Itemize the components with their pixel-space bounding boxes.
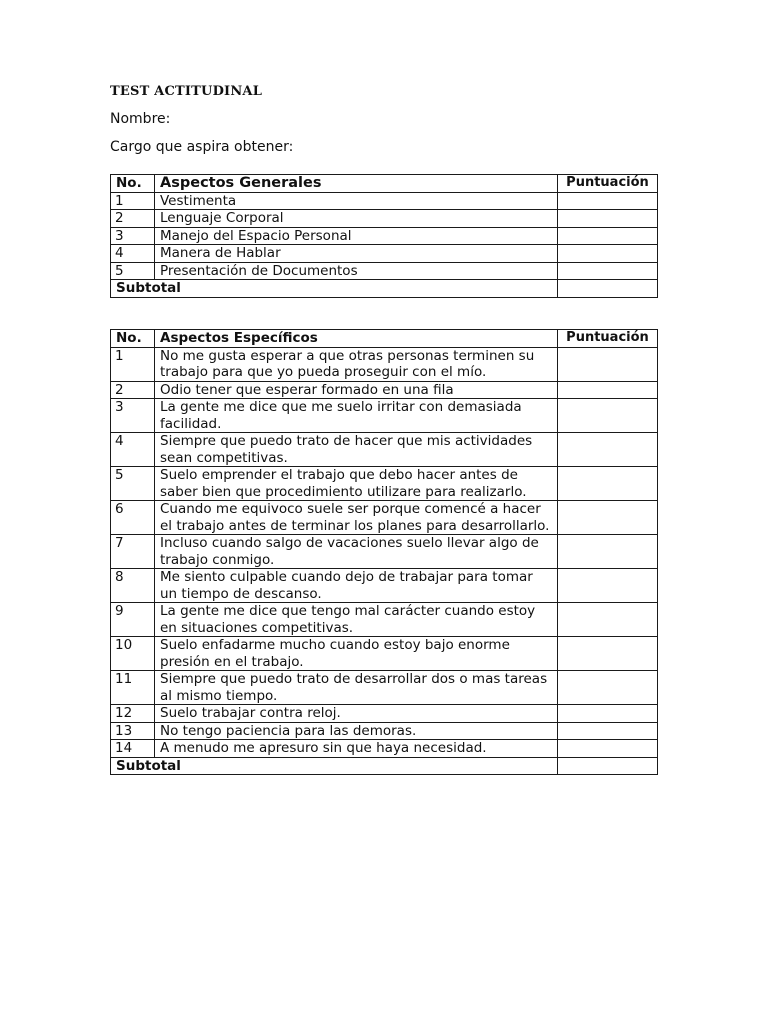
- score-cell[interactable]: [558, 637, 658, 671]
- table-row: [111, 671, 658, 705]
- subtotal-row: [111, 757, 658, 775]
- row-number: 9: [111, 603, 155, 637]
- score-cell[interactable]: [558, 245, 658, 263]
- subtotal-label: Subtotal: [111, 757, 558, 775]
- general-aspects-table: [110, 174, 658, 298]
- row-aspect: Siempre que puedo trato de desarrollar dos o mas tareas al mismo tiempo.: [155, 671, 558, 705]
- table-row: [111, 501, 658, 535]
- row-aspect: Cuando me equivoco suele ser porque comencé a hacer el trabajo antes de terminar los planes para desarrollarlo.: [155, 501, 558, 535]
- table-row: [111, 433, 658, 467]
- row-aspect: Suelo trabajar contra reloj.: [155, 705, 558, 723]
- row-aspect: La gente me dice que me suelo irritar con demasiada facilidad.: [155, 399, 558, 433]
- row-number: 12: [111, 705, 155, 723]
- score-cell[interactable]: [558, 262, 658, 280]
- score-cell[interactable]: [558, 671, 658, 705]
- score-cell[interactable]: [558, 210, 658, 228]
- row-number: 3: [111, 227, 155, 245]
- table-row: [111, 467, 658, 501]
- document-title: TEST ACTITUDINAL: [110, 84, 263, 99]
- table-row: [111, 569, 658, 603]
- row-aspect: Suelo enfadarme mucho cuando estoy bajo enorme presión en el trabajo.: [155, 637, 558, 671]
- table-row: [111, 381, 658, 399]
- row-number: 5: [111, 467, 155, 501]
- row-number: 8: [111, 569, 155, 603]
- row-number: 11: [111, 671, 155, 705]
- specific-aspects-table: [110, 329, 658, 775]
- row-number: 7: [111, 535, 155, 569]
- table-row: [111, 192, 658, 210]
- score-cell[interactable]: [558, 227, 658, 245]
- score-cell[interactable]: [558, 347, 658, 381]
- score-cell[interactable]: [558, 381, 658, 399]
- table-row: [111, 740, 658, 758]
- row-aspect: Presentación de Documentos: [155, 262, 558, 280]
- row-aspect: A menudo me apresuro sin que haya necesidad.: [155, 740, 558, 758]
- score-cell[interactable]: [558, 740, 658, 758]
- score-cell[interactable]: [558, 722, 658, 740]
- name-field-label: Nombre:: [110, 111, 171, 127]
- header-number: No.: [111, 330, 155, 348]
- table-row: [111, 262, 658, 280]
- table-row: [111, 210, 658, 228]
- header-aspect: Aspectos Generales: [155, 175, 558, 193]
- header-aspect: Aspectos Específicos: [155, 330, 558, 348]
- row-aspect: Manera de Hablar: [155, 245, 558, 263]
- header-number: No.: [111, 175, 155, 193]
- row-number: 14: [111, 740, 155, 758]
- score-cell[interactable]: [558, 603, 658, 637]
- position-field-label: Cargo que aspira obtener:: [110, 139, 294, 155]
- table-row: [111, 722, 658, 740]
- specific-aspects-rows: [111, 347, 658, 775]
- score-cell[interactable]: [558, 569, 658, 603]
- subtotal-score-cell[interactable]: [558, 280, 658, 298]
- row-number: 5: [111, 262, 155, 280]
- score-cell[interactable]: [558, 467, 658, 501]
- row-aspect: Vestimenta: [155, 192, 558, 210]
- score-cell[interactable]: [558, 433, 658, 467]
- table-row: [111, 603, 658, 637]
- row-number: 4: [111, 433, 155, 467]
- row-aspect: Suelo emprender el trabajo que debo hacer antes de saber bien que procedimiento utilizare para realizarlo.: [155, 467, 558, 501]
- header-score: Puntuación: [558, 175, 658, 193]
- subtotal-row: [111, 280, 658, 298]
- table-row: [111, 245, 658, 263]
- row-number: 3: [111, 399, 155, 433]
- row-number: 1: [111, 192, 155, 210]
- table-header-row: [111, 330, 658, 348]
- row-number: 13: [111, 722, 155, 740]
- table-row: [111, 227, 658, 245]
- row-number: 2: [111, 210, 155, 228]
- row-number: 10: [111, 637, 155, 671]
- row-aspect: Siempre que puedo trato de hacer que mis actividades sean competitivas.: [155, 433, 558, 467]
- table-row: [111, 535, 658, 569]
- row-aspect: Incluso cuando salgo de vacaciones suelo llevar algo de trabajo conmigo.: [155, 535, 558, 569]
- row-aspect: Manejo del Espacio Personal: [155, 227, 558, 245]
- row-aspect: La gente me dice que tengo mal carácter cuando estoy en situaciones competitivas.: [155, 603, 558, 637]
- row-aspect: No me gusta esperar a que otras personas terminen su trabajo para que yo pueda proseguir con el mío.: [155, 347, 558, 381]
- table-row: [111, 637, 658, 671]
- row-aspect: Lenguaje Corporal: [155, 210, 558, 228]
- score-cell[interactable]: [558, 501, 658, 535]
- row-number: 4: [111, 245, 155, 263]
- score-cell[interactable]: [558, 535, 658, 569]
- row-aspect: Odio tener que esperar formado en una fila: [155, 381, 558, 399]
- header-score: Puntuación: [558, 330, 658, 348]
- table-row: [111, 705, 658, 723]
- row-number: 1: [111, 347, 155, 381]
- table-row: [111, 347, 658, 381]
- general-aspects-rows: [111, 192, 658, 297]
- row-aspect: Me siento culpable cuando dejo de trabajar para tomar un tiempo de descanso.: [155, 569, 558, 603]
- score-cell[interactable]: [558, 399, 658, 433]
- row-number: 6: [111, 501, 155, 535]
- subtotal-label: Subtotal: [111, 280, 558, 298]
- table-row: [111, 399, 658, 433]
- subtotal-score-cell[interactable]: [558, 757, 658, 775]
- score-cell[interactable]: [558, 705, 658, 723]
- row-number: 2: [111, 381, 155, 399]
- row-aspect: No tengo paciencia para las demoras.: [155, 722, 558, 740]
- score-cell[interactable]: [558, 192, 658, 210]
- table-header-row: [111, 175, 658, 193]
